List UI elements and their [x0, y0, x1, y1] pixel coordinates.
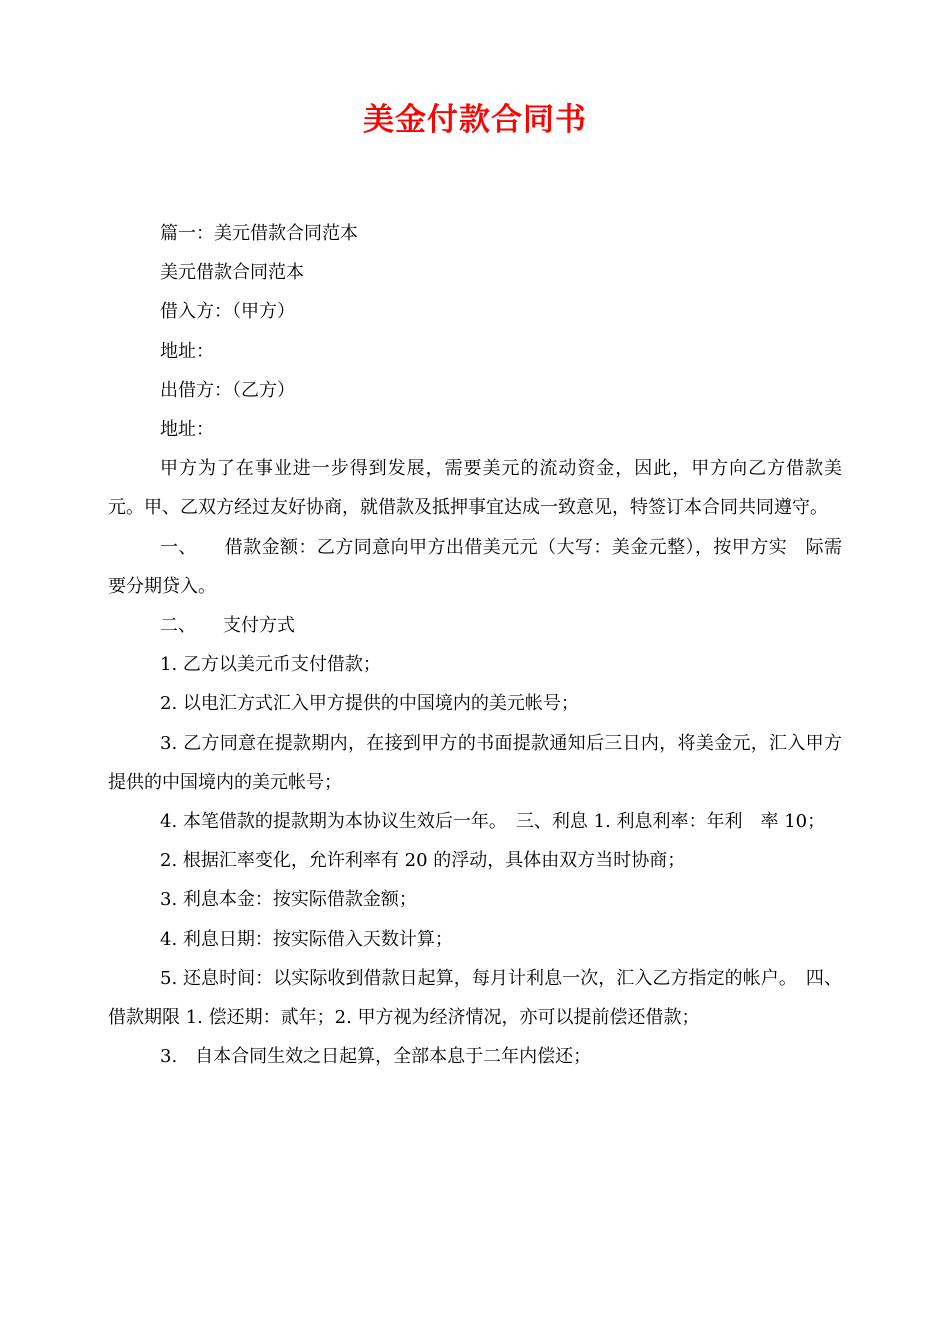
- paragraph-lender-address: 地址：: [160, 419, 214, 441]
- document-body: [108, 214, 842, 1076]
- paragraph-payment-item-2: 2. 以电汇方式汇入甲方提供的中国境内的美元帐号；: [160, 693, 579, 715]
- document-title: 美金付款合同书: [363, 102, 587, 138]
- paragraph-interest-item-4: 4. 利息日期：按实际借入天数计算；: [160, 928, 453, 950]
- paragraph-clause-amount: 一、 借款金额：乙方同意向甲方出借美元元（大写：美金元整），按甲方实 际需要分期贷入。: [108, 536, 842, 597]
- paragraph-contract-name: 美元借款合同范本: [160, 262, 304, 284]
- paragraph-term-item-3: 3. 自本合同生效之日起算，全部本息于二年内偿还；: [160, 1046, 592, 1068]
- paragraph-clause-payment: 二、 支付方式: [160, 615, 295, 637]
- paragraph-interest-item-3: 3. 利息本金：按实际借款金额；: [160, 889, 417, 911]
- paragraph-payment-item-3: 3. 乙方同意在提款期内，在接到甲方的书面提款通知后三日内，将美金元，汇入甲方提供的中国境内的美元帐号；: [108, 732, 842, 793]
- paragraph-payment-item-1: 1. 乙方以美元币支付借款；: [160, 654, 381, 676]
- paragraph-preamble: 甲方为了在事业进一步得到发展，需要美元的流动资金，因此，甲方向乙方借款美元。甲、乙双方经过友好协商，就借款及抵押事宜达成一致意见，特签订本合同共同遵守。: [108, 458, 842, 519]
- paragraph-payment-item-4: 4. 本笔借款的提款期为本协议生效后一年。 三、利息 1. 利息利率：年利 率 10；: [160, 811, 826, 833]
- paragraph-interest-item-2: 2. 根据汇率变化，允许利率有 20 的浮动，具体由双方当时协商；: [160, 850, 686, 872]
- paragraph-borrower-address: 地址：: [160, 340, 214, 362]
- paragraph-interest-item-5: 5. 还息时间：以实际收到借款日起算，每月计利息一次，汇入乙方指定的帐户。 四、借款期限 1. 偿还期：贰年；2. 甲方视为经济情况，亦可以提前偿还借款；: [108, 967, 842, 1029]
- paragraph-borrower: 借入方：（甲方）: [160, 301, 295, 323]
- paragraph-lender: 出借方：（乙方）: [160, 379, 295, 401]
- paragraph-section-heading: 篇一：美元借款合同范本: [160, 223, 358, 244]
